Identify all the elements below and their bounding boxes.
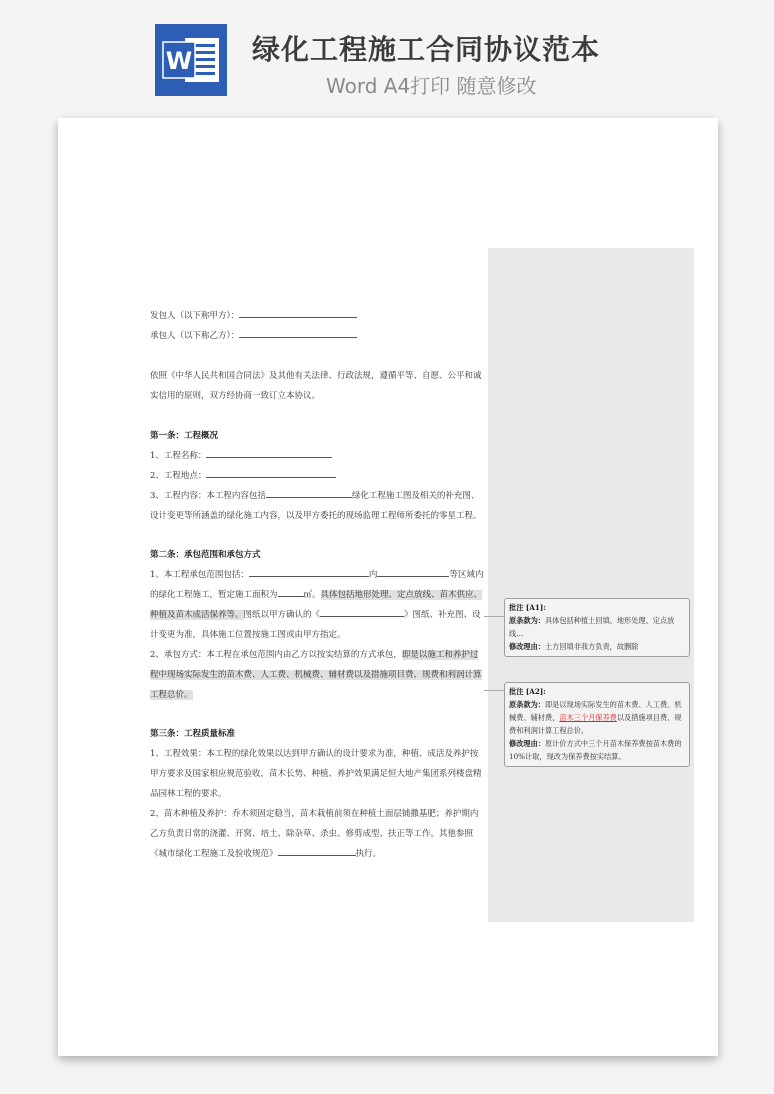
preamble: 依照《中华人民共和国合同法》及其他有关法律、行政法规，遵循平等、自愿、公平和诚实信用的原则，双方经协商一致订立本协议。	[150, 371, 482, 401]
contract-method: 2、承包方式：本工程在承包范围内由乙方以按实结算的方式承包，即是以施工和养护过程中现场实际发生的苗木费、人工费、机械费、辅材费以及措施项目费、规费和利润计算工程总价。	[150, 650, 482, 700]
page-subtitle: Word A4打印 随意修改	[326, 74, 537, 98]
document-page	[58, 118, 718, 1056]
project-location-line: 2、工程地点：	[150, 466, 484, 486]
comment-leader-a1	[484, 616, 504, 617]
comment-a1[interactable]: 批注 [A1]: 原条款为：具体包括种植土回填、地形处理、定点放线… 修改理由：土方回填非我方负责，故删除	[504, 598, 690, 657]
header	[0, 0, 774, 118]
party-a-line: 发包人（以下称甲方）：	[150, 306, 484, 326]
word-icon	[155, 24, 227, 96]
article-2-title: 第二条：承包范围和承包方式	[150, 550, 261, 560]
comment-leader-a2	[484, 690, 504, 691]
revised-text-a1: 具体包括地形处理、定点放线、苗木供应、种植及苗木成活保养等。	[150, 590, 483, 620]
article-1-title: 第一条：工程概况	[150, 431, 219, 441]
comment-a2[interactable]: 批注 [A2]: 原条款为：即是以现场实际发生的苗木费、人工费、机械费、辅材费，苗木三个月保养费以及措施项目费、规费和利润计算工程总价。 修改理由：原计价方式中三个月苗木保养费按苗木费的10%计取，现改为保养费按实结算。	[504, 682, 690, 767]
planting-maintenance: 2、苗木种植及养护：乔木须固定稳当，苗木栽植前须在种植土面层铺撒基肥；养护期内乙方负责日常的浇灌、开窝、培土、除杂草、杀虫、修剪成型、扶正等工作。其他参照《城市绿化工程施工及验收规范》 执行。	[150, 809, 479, 859]
comment-pane	[488, 248, 694, 922]
contract-scope: 1、本工程承包范围包括： 内 等区域内的绿化工程施工，暂定施工面积为 ㎡。具体包括地形处理、定点放线、苗木供应、种植及苗木成活保养等。图纸以甲方确认的《 》图纸、补充图、设计变更为准，具体施工位置按施工图或由甲方指定。	[150, 565, 484, 645]
article-3-title: 第三条：工程质量标准	[150, 729, 236, 739]
project-name-line: 1、工程名称：	[150, 446, 484, 466]
party-b-line: 承包人（以下称乙方）：	[150, 326, 484, 346]
revised-text-a2: 即是以施工和养护过程中现场实际发生的苗木费、人工费、机械费、辅材费以及措施项目费、规费和利润计算工程总价。	[150, 650, 482, 700]
deleted-text: 苗木三个月保养费	[559, 713, 617, 722]
document-body	[150, 306, 484, 864]
project-content: 3、工程内容：本工程内容包括 绿化工程施工图及相关的补充图、设计变更等所涵盖的绿化施工内容，以及甲方委托的现场监理工程师所委托的零星工程。	[150, 486, 484, 526]
page-title: 绿化工程施工合同协议范本	[252, 33, 601, 66]
svg-text:W: W	[165, 47, 193, 75]
quality-effect: 1、工程效果：本工程的绿化效果以达到甲方确认的设计要求为准，种植、成活及养护按甲方要求及国家相应规范验收，苗木长势、种植、养护效果满足恒大地产集团系列楼盘精品园林工程的要求。	[150, 749, 482, 799]
